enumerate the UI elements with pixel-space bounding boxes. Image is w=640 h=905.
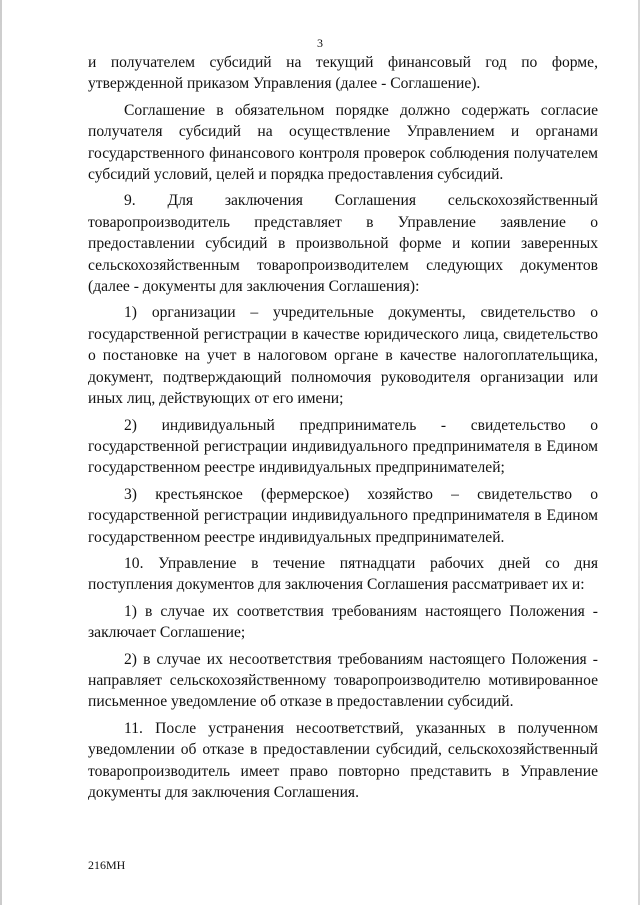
paragraph-continuation: и получателем субсидий на текущий финансовый год по форме, утвержденной приказом Управления (далее - Соглашение).	[88, 54, 598, 93]
document-body	[88, 52, 598, 803]
paragraph-clause-9-item-2: 2) индивидуальный предприниматель - свидетельство о государственной регистрации индивидуального предпринимателя в Едином государственном реестре индивидуальных предпринимателей;	[88, 416, 598, 477]
paragraph-clause-10-item-1: 1) в случае их соответствия требованиям настоящего Положения - заключает Соглашение;	[88, 602, 598, 642]
paragraph-clause-9: 9. Для заключения Соглашения сельскохозяйственный товаропроизводитель представляет в Управление заявление о предоставлении субсидий в произвольной форме и копии заверенных сельскохозяйственным товаропроизводителем следующих документов (далее - документы для заключения Соглашения):	[88, 192, 598, 296]
scan-edge-left	[0, 0, 2, 905]
paragraph-clause-9-item-1: 1) организации – учредительные документы, свидетельство о государственной регистрации в качестве юридического лица, свидетельство о постановке на учет в налоговом органе в качестве налогоплательщика, документ, подтверждающий полномочия руководителя организации или иных лиц, действующих от его имени;	[88, 304, 598, 408]
paragraph-agreement-consent: Соглашение в обязательном порядке должно содержать согласие получателя субсидий на осуществление Управлением и органами государственного финансового контроля проверок соблюдения получателем субсидий условий, целей и порядка предоставления субсидий.	[88, 101, 598, 184]
paragraph-clause-10: 10. Управление в течение пятнадцати рабочих дней со дня поступления документов для заключения Соглашения рассматривает их и:	[88, 554, 598, 594]
page-number: 3	[317, 36, 323, 50]
paragraph-clause-9-item-3: 3) крестьянское (фермерское) хозяйство – свидетельство о государственной регистрации индивидуального предпринимателя в Едином государственном реестре индивидуальных предпринимателей.	[88, 485, 598, 546]
paragraph-clause-11: 11. После устранения несоответствий, указанных в полученном уведомлении об отказе в предоставлении субсидий, сельскохозяйственный товаропроизводитель имеет право повторно представить в Управление документы для заключения Соглашения.	[88, 719, 598, 801]
document-code: 216МН	[88, 858, 126, 872]
paragraph-clause-10-item-2: 2) в случае их несоответствия требованиям настоящего Положения - направляет сельскохозяйственному товаропроизводителю мотивированное письменное уведомление об отказе в предоставлении субсидий.	[88, 650, 598, 711]
